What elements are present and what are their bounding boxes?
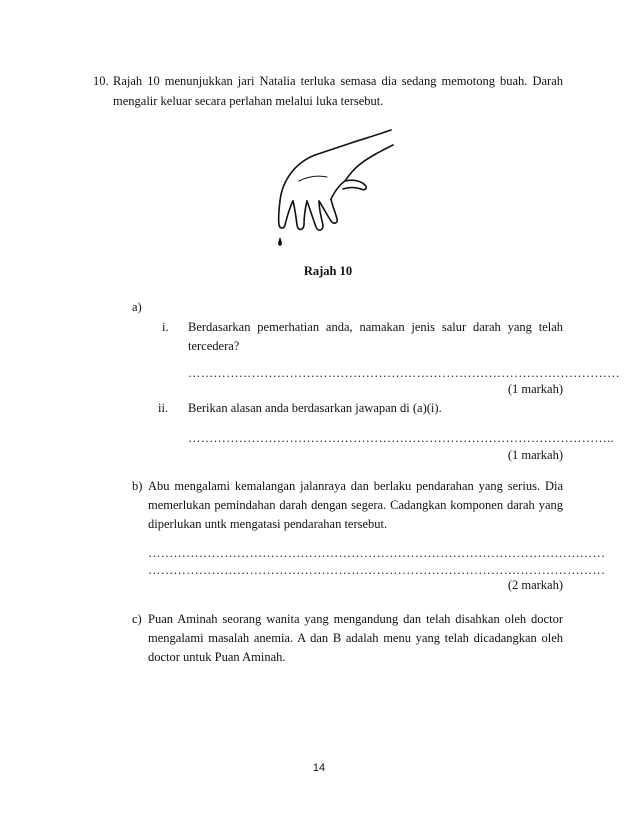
part-a-i-numeral: i.	[162, 320, 169, 334]
part-b-marks: (2 markah)	[507, 578, 563, 592]
part-b-answer-line-2[interactable]: ………………………………………………………………………………………………	[148, 563, 606, 577]
part-a-label: a)	[132, 300, 142, 314]
part-b-line-3: diperlukan untk mengatasi pendarahan tersebut.	[148, 517, 388, 531]
part-a-i-answer-line[interactable]: …………………………………………………………………………………………	[188, 366, 620, 380]
part-b-answer-line-1[interactable]: ………………………………………………………………………………………………	[148, 546, 606, 560]
part-c-line-1: Puan Aminah seorang wanita yang mengandung dan telah disahkan oleh doctor	[148, 612, 563, 626]
part-b-label: b)	[132, 479, 143, 493]
part-b-line-2: memerlukan pemindahan darah dengan segera. Cadangkan komponen darah yang	[148, 498, 563, 512]
part-b-line-1: Abu mengalami kemalangan jalanraya dan berlaku pendarahan yang serius. Dia	[148, 479, 563, 493]
question-text-line-2: mengalir keluar secara perlahan melalui luka tersebut.	[113, 94, 384, 108]
part-a-ii-marks: (1 markah)	[507, 448, 563, 462]
question-number: 10.	[93, 74, 109, 88]
part-a-ii-answer-line[interactable]: ………………………………………………………………………………………..	[188, 431, 614, 445]
part-c-line-3: doctor untuk Puan Aminah.	[148, 650, 286, 664]
part-a-ii-line-1: Berikan alasan anda berdasarkan jawapan di (a)(i).	[188, 401, 442, 415]
blood-drop	[278, 237, 282, 246]
figure-caption: Rajah 10	[303, 264, 353, 278]
part-a-i-marks: (1 markah)	[507, 382, 563, 396]
part-c-line-2: mengalami masalah anemia. A dan B adalah menu yang telah dicadangkan oleh	[148, 631, 563, 645]
page-number: 14	[312, 762, 326, 774]
part-a-i-line-2: tercedera?	[188, 339, 240, 353]
question-text-line-1: Rajah 10 menunjukkan jari Natalia terluka semasa dia sedang memotong buah. Darah	[113, 74, 563, 88]
part-a-ii-numeral: ii.	[158, 401, 169, 415]
part-a-i-line-1: Berdasarkan pemerhatian anda, namakan jenis salur darah yang telah	[188, 320, 563, 334]
bleeding-finger-hand-icon	[265, 125, 400, 255]
part-c-label: c)	[132, 612, 142, 626]
